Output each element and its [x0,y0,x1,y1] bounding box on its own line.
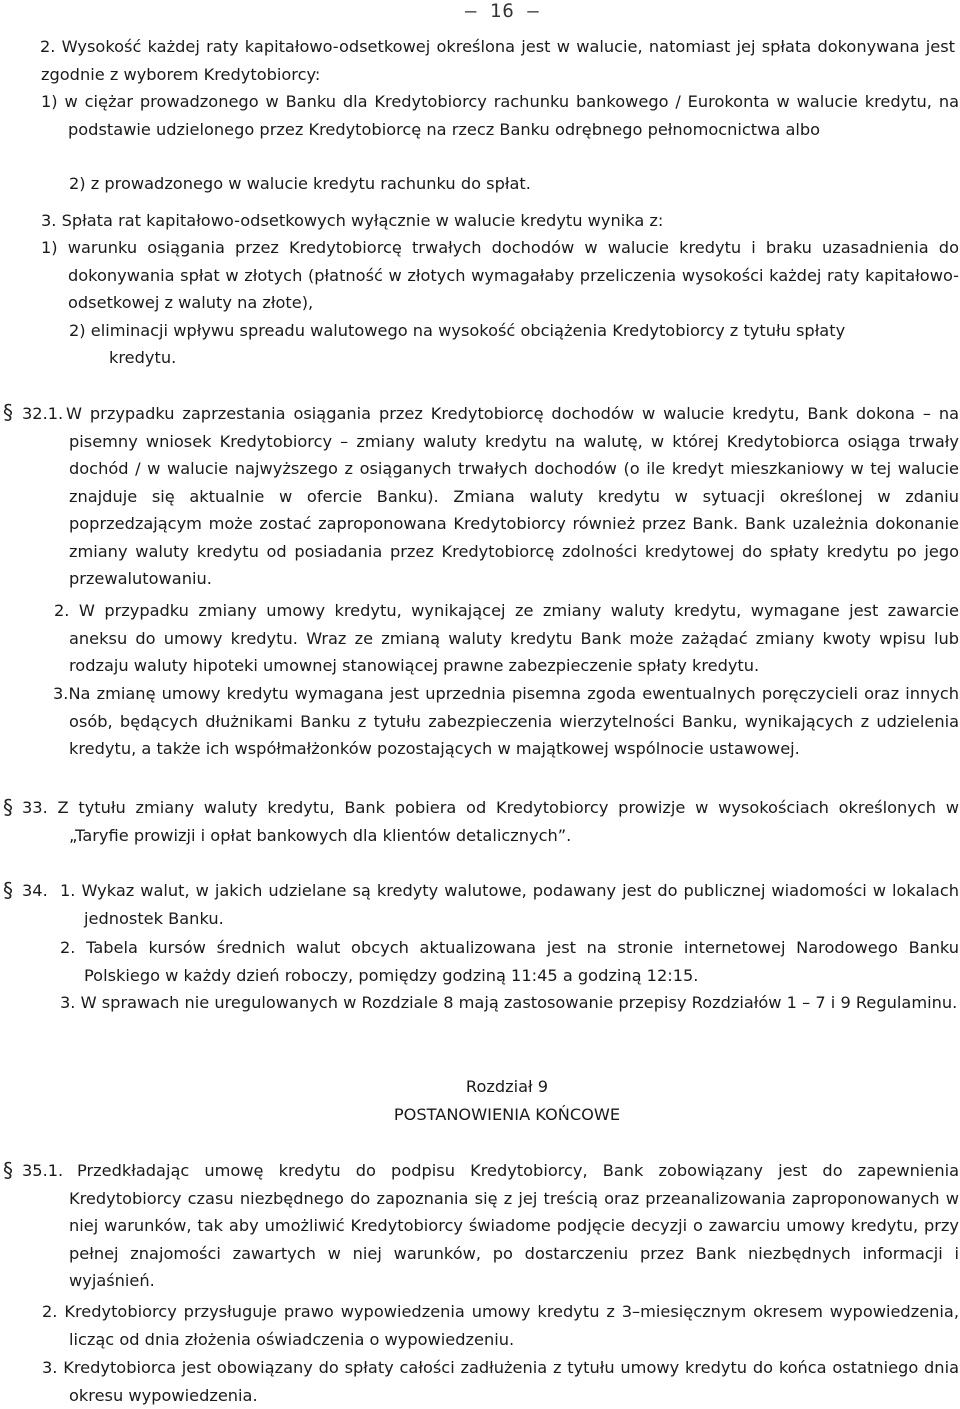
paragraph-35-3: 3. Kredytobiorca jest obowiązany do spłaty całości zadłużenia z tytułu umowy kredytu do końca ostatniego dnia okresu wypowiedzenia. [42,1358,959,1405]
paragraph-32-3: 3.Na zmianę umowy kredytu wymagana jest uprzednia pisemna zgoda ewentualnych poręczycieli oraz innych osób, będących dłużnikami Banku z tytułu zabezpieczenia wierzytelności Banku, wynikających z udzielenia kredytu, a także ich współmałżonków pozostających w majątkowej wspólnocie ustawowej. [53,684,959,758]
paragraph-34-2: 2. Tabela kursów średnich walut obcych aktualizowana jest na stronie internetowej Narodowego Banku Polskiego w każdy dzień roboczy, pomiędzy godziną 11:45 a godziną 12:15. [60,938,959,985]
paragraph-34-3: 3. W sprawach nie uregulowanych w Rozdziale 8 mają zastosowanie przepisy Rozdziałów 1 – 7 i 9 Regulaminu. [60,993,958,1012]
paragraph-35-2: 2. Kredytobiorcy przysługuje prawo wypowiedzenia umowy kredytu z 3–miesięcznym okresem wypowiedzenia, licząc od dnia złożenia oświadczenia o wypowiedzeniu. [42,1302,959,1349]
paragraph-32-2: 2. W przypadku zmiany umowy kredytu, wynikającej ze zmiany waluty kredytu, wymagane jest zawarcie aneksu do umowy kredytu. Wraz ze zmianą waluty kredytu Bank może zażądać zmiany kwoty wpisu lub rodzaju waluty hipoteki umownej stanowiącej prawne zabezpieczenie spłaty kredytu. [54,601,959,675]
section-mark: § [3,1158,13,1182]
paragraph-32-1: W przypadku zaprzestania osiągania przez Kredytobiorcę dochodów w walucie kredytu, Bank dokona – na pisemny wniosek Kredytobiorcy – zmiany waluty kredytu na walutę, w której Kredytobiorca osiąga trwały dochód / w walucie najwyższego z osiąganych trwałych dochodów (o ile kredyt mieszkaniowy w tej walucie znajduje się aktualnie w ofercie Banku). Zmiana waluty kredytu w sytuacji określonej w zdaniu poprzedzającym może zostać zaproponowana Kredytobiorcy również przez Bank. Bank uzależnia dokonanie zmiany waluty kredytu od posiadania przez Kredytobiorcę zdolności kredytowej do spłaty kredytu po jego przewalutowaniu. [66,404,959,588]
chapter-title: Rozdział 9 [465,1077,549,1096]
chapter-subtitle: POSTANOWIENIA KOŃCOWE [393,1105,621,1124]
paragraph-34-1: 1. Wykaz walut, w jakich udzielane są kredyty walutowe, podawany jest do publicznej wiadomości w lokalach jednostek Banku. [60,881,959,928]
page-number: – 16 – [465,0,540,22]
section-mark: § [3,795,13,819]
section-mark: § [3,878,13,902]
paragraph-3-item-1: 1) warunku osiągania przez Kredytobiorcę trwałych dochodów w walucie kredytu i braku uzasadnienia do dokonywania spłat w złotych (płatność w złotych wymagałaby przeliczenia wysokości każdej raty kapitałowo-odsetkowej z waluty na złote), [41,238,959,312]
paragraph-2-lead: 2. Wysokość każdej raty kapitałowo-odsetkowej określona jest w walucie, natomiast jej spłata dokonywana jest zgodnie z wyborem Kredytobiorcy: [40,37,955,84]
paragraph-35-1: Przedkładając umowę kredytu do podpisu Kredytobiorcy, Bank zobowiązany jest do zapewnienia Kredytobiorcy czasu niezbędnego do zapoznania się z jej treścią oraz przeanalizowania zaproponowanych w niej warunków, tak aby umożliwić Kredytobiorcy świadome podjęcie decyzji o zawarciu umowy kredytu, przy pełnej znajomości zawartych w niej warunków, po dostarczeniu przez Bank niezbędnych informacji i wyjaśnień. [69,1161,959,1290]
paragraph-3-item-2: 2) eliminacji wpływu spreadu walutowego na wysokość obciążenia Kredytobiorcy z tytułu spłaty [69,321,846,340]
paragraph-2-item-1: 1) w ciężar prowadzonego w Banku dla Kredytobiorcy rachunku bankowego / Eurokonta w walucie kredytu, na podstawie udzielonego przez Kredytobiorcę na rzecz Banku odrębnego pełnomocnictwa albo [41,92,959,139]
paragraph-3-item-2-end: kredytu. [109,348,177,367]
section-mark: § [3,400,13,424]
paragraph-32-number: 32.1. [22,404,64,423]
paragraph-2-item-2: 2) z prowadzonego w walucie kredytu rachunku do spłat. [69,174,531,193]
paragraph-3-lead: 3. Spłata rat kapitałowo-odsetkowych wyłącznie w walucie kredytu wynika z: [41,211,664,230]
paragraph-33: 33. Z tytułu zmiany waluty kredytu, Bank pobiera od Kredytobiorcy prowizje w wysokościach określonych w „Taryfie prowizji i opłat bankowych dla klientów detalicznych”. [22,798,959,845]
paragraph-35-number: 35.1. [22,1161,64,1180]
paragraph-34-number: 34. [22,881,48,900]
